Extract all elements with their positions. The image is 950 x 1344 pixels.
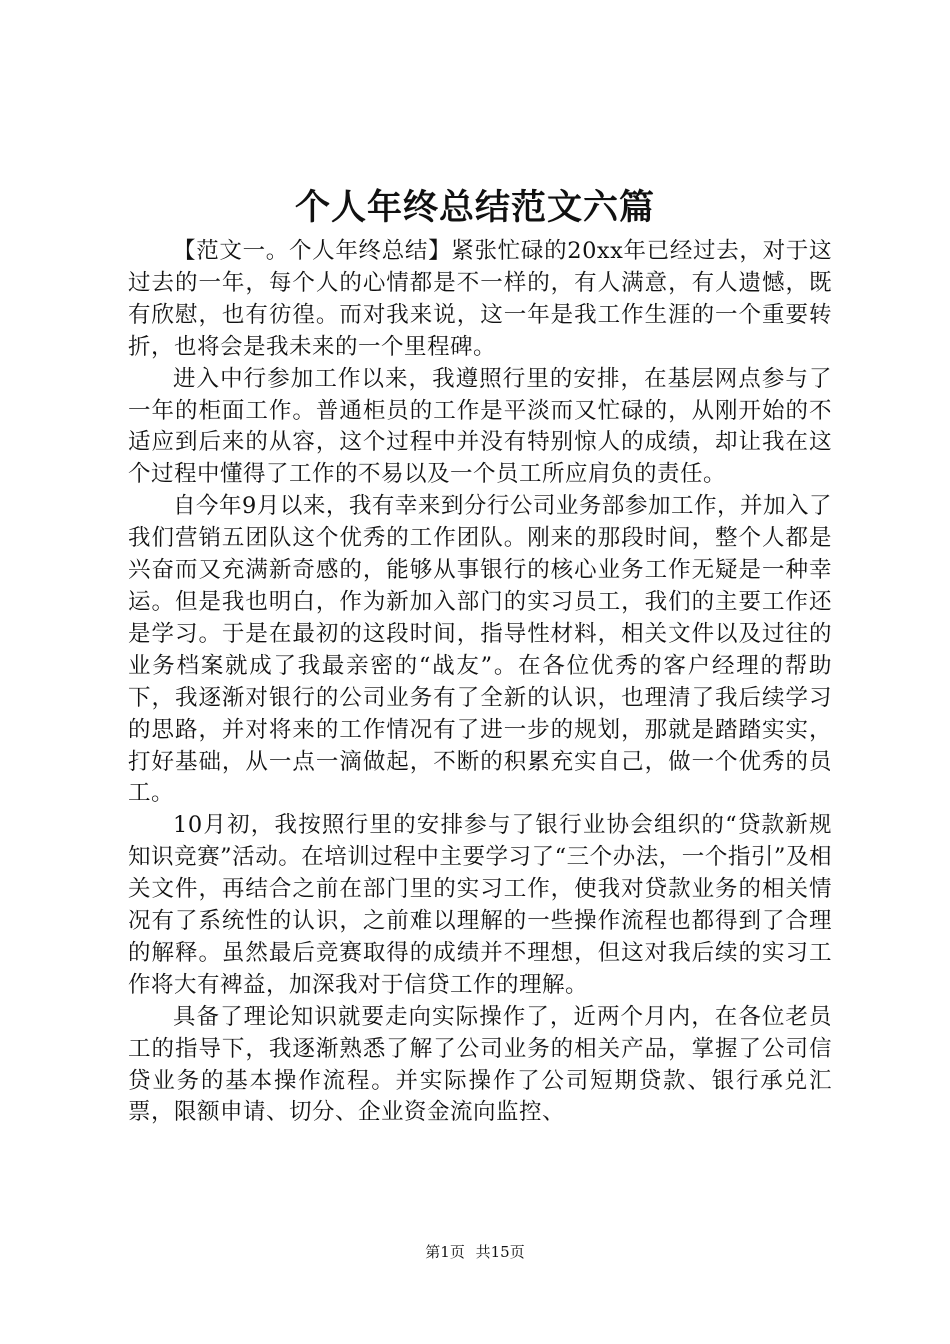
- paragraph-5: 具备了理论知识就要走向实际操作了，近两个月内，在各位老员工的指导下，我逐渐熟悉了解了公司业务的相关产品，掌握了公司信贷业务的基本操作流程。并实际操作了公司短期贷款、银行承兑汇票，限额申请、切分、企业资金流向监控、: [128, 1003, 832, 1126]
- paragraph-4: 10月初，我按照行里的安排参与了银行业协会组织的“贷款新规知识竞赛”活动。在培训过程中主要学习了“三个办法，一个指引”及相关文件，再结合之前在部门里的实习工作，使我对贷款业务的相关情况有了系统性的认识，之前难以理解的一些操作流程也都得到了合理的解释。虽然最后竞赛取得的成绩并不理想，但这对我后续的实习工作将大有裨益，加深我对于信贷工作的理解。: [128, 812, 832, 998]
- paragraph-3: 自今年9月以来，我有幸来到分行公司业务部参加工作，并加入了我们营销五团队这个优秀的工作团队。刚来的那段时间，整个人都是兴奋而又充满新奇感的，能够从事银行的核心业务工作无疑是一种幸运。但是我也明白，作为新加入部门的实习员工，我们的主要工作还是学习。于是在最初的这段时间，指导性材料，相关文件以及过往的业务档案就成了我最亲密的“战友”。在各位优秀的客户经理的帮助下，我逐渐对银行的公司业务有了全新的认识，也理清了我后续学习的思路，并对将来的工作情况有了进一步的规划，那就是踏踏实实，打好基础，从一点一滴做起，不断的积累充实自己，做一个优秀的员工。: [128, 493, 832, 807]
- document-body: [128, 236, 832, 1129]
- document-title: 个人年终总结范文六篇: [294, 187, 655, 228]
- page-footer: [0, 1242, 950, 1262]
- paragraph-2: 进入中行参加工作以来，我遵照行里的安排，在基层网点参与了一年的柜面工作。普通柜员的工作是平淡而又忙碌的，从刚开始的不适应到后来的从容，这个过程中并没有特别惊人的成绩，却让我在这个过程中懂得了工作的不易以及一个员工所应肩负的责任。: [128, 365, 832, 488]
- page-total: 共15页: [475, 1243, 525, 1261]
- page-number: 第1页: [425, 1243, 465, 1261]
- paragraph-1: 【范文一。个人年终总结】紧张忙碌的20xx年已经过去，对于这过去的一年，每个人的心情都是不一样的，有人满意，有人遗憾，既有欣慰，也有彷徨。而对我来说，这一年是我工作生涯的一个重要转折，也将会是我未来的一个里程碑。: [128, 238, 832, 360]
